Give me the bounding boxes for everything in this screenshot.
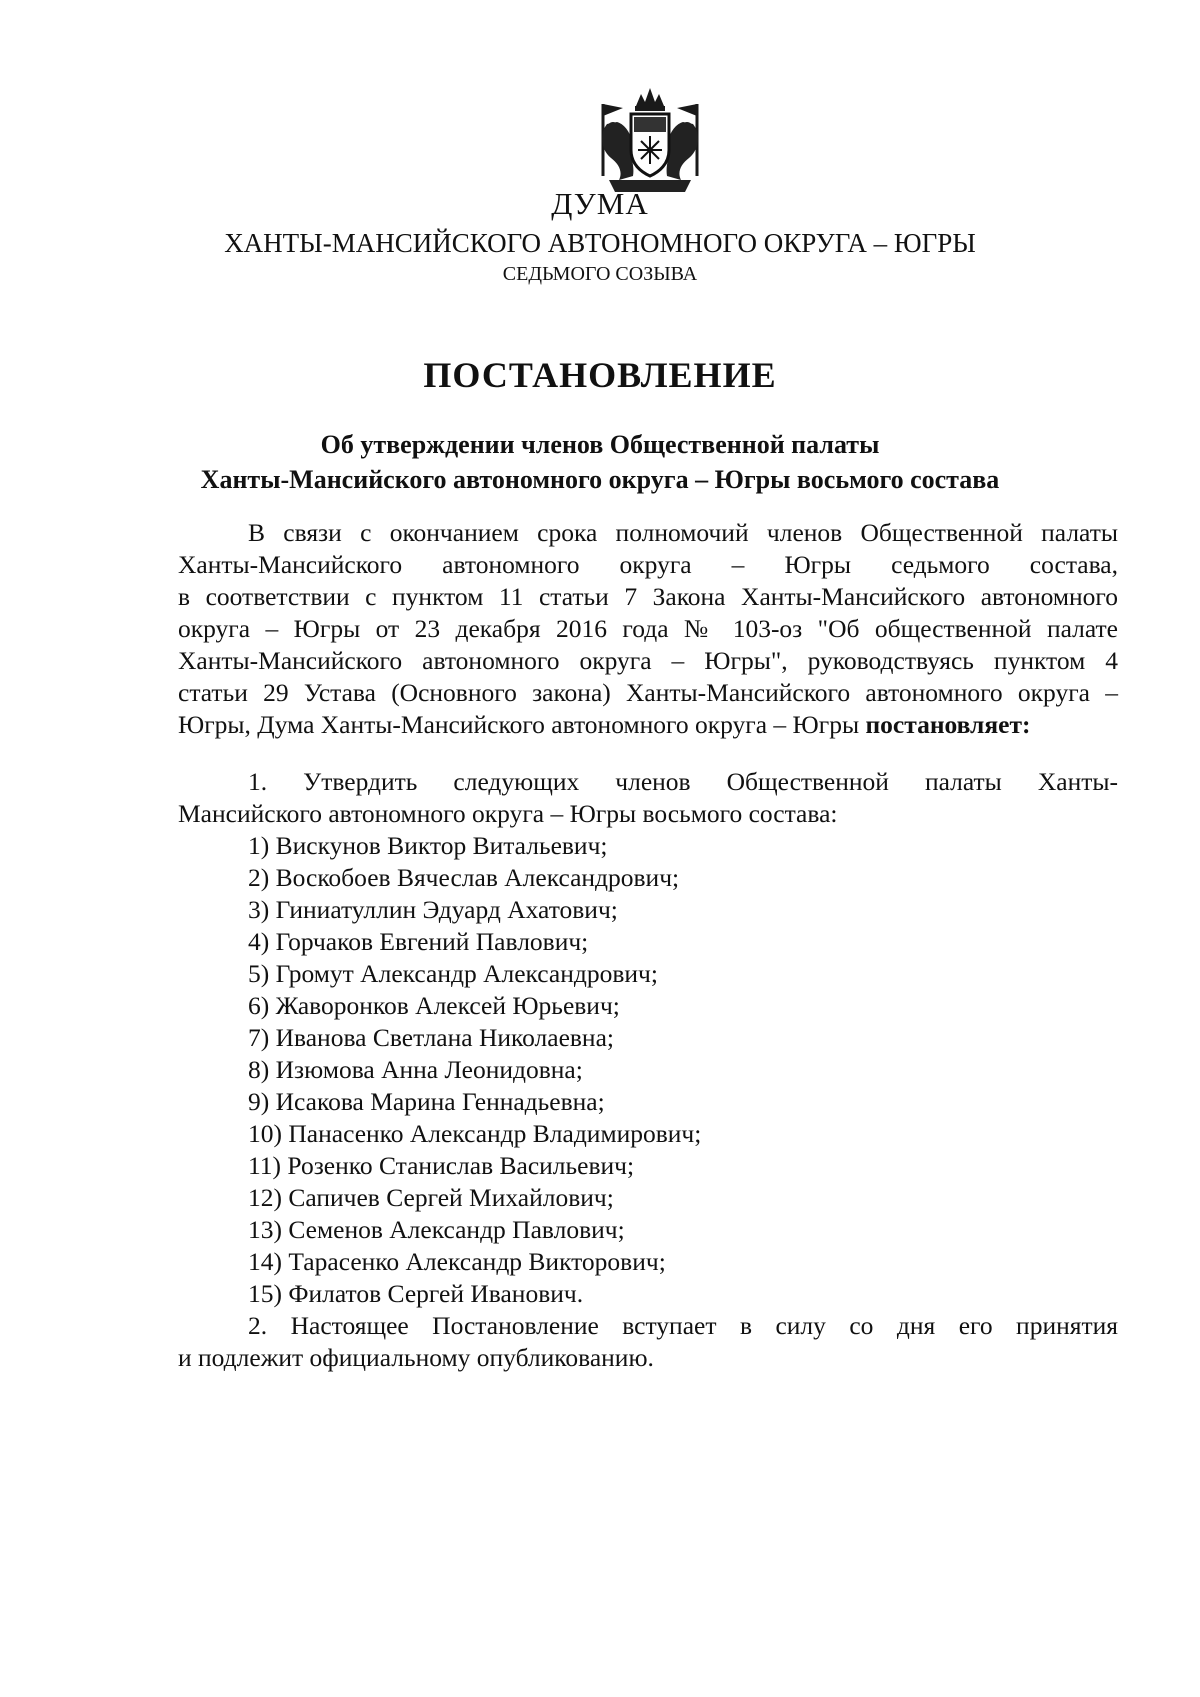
subject-line-1: Об утверждении членов Общественной палаты (320, 430, 880, 459)
preamble-last-text: Югры, Дума Ханты-Мансийского автономного округа – Югры (178, 710, 860, 739)
item2-line-1: 2. Настоящее Постановление вступает в силу со дня его принятия (248, 1311, 1118, 1340)
list-item: 4) Горчаков Евгений Павлович; (248, 927, 589, 956)
preamble-line: статьи 29 Устава (Основного закона) Ханты-Мансийского автономного округа – (178, 678, 1118, 707)
subject-line-2: Ханты-Мансийского автономного округа – Югры восьмого состава (200, 465, 1000, 494)
preamble-line: В связи с окончанием срока полномочий членов Общественной палаты (248, 518, 1118, 547)
list-item: 11) Розенко Станислав Васильевич; (248, 1151, 635, 1180)
item1-line-2: Мансийского автономного округа – Югры восьмого состава: (178, 799, 838, 828)
list-item: 6) Жаворонков Алексей Юрьевич; (248, 991, 620, 1020)
header-convocation: СЕДЬМОГО СОЗЫВА (502, 263, 698, 285)
list-item: 3) Гиниатуллин Эдуард Ахатович; (248, 895, 618, 924)
list-item: 14) Тарасенко Александр Викторович; (248, 1247, 666, 1276)
list-item: 13) Семенов Александр Павлович; (248, 1215, 625, 1244)
header-duma: ДУМА (551, 186, 649, 221)
header-okrug: ХАНТЫ-МАНСИЙСКОГО АВТОНОМНОГО ОКРУГА – ЮГРЫ (224, 228, 976, 258)
list-item: 15) Филатов Сергей Иванович. (248, 1279, 584, 1308)
preamble-last-line (178, 709, 1031, 741)
list-item: 12) Сапичев Сергей Михайлович; (248, 1183, 614, 1212)
list-item: 9) Исакова Марина Геннадьевна; (248, 1087, 605, 1116)
list-item: 7) Иванова Светлана Николаевна; (248, 1023, 614, 1052)
coat-of-arms-icon (589, 84, 711, 196)
item1-line-1: 1. Утвердить следующих членов Общественной палаты Ханты- (248, 767, 1118, 796)
list-item: 10) Панасенко Александр Владимирович; (248, 1119, 702, 1148)
document-type-title: ПОСТАНОВЛЕНИЕ (423, 355, 777, 395)
list-item: 2) Воскобоев Вячеслав Александрович; (248, 863, 680, 892)
preamble-line: Ханты-Мансийского автономного округа – Югры", руководствуясь пунктом 4 (178, 646, 1118, 675)
resolves-word: постановляет: (865, 710, 1031, 739)
item2-line-2: и подлежит официальному опубликованию. (178, 1343, 654, 1372)
list-item: 8) Изюмова Анна Леонидовна; (248, 1055, 583, 1084)
preamble-line: Ханты-Мансийского автономного округа – Югры седьмого состава, (178, 550, 1118, 579)
preamble-line: в соответствии с пунктом 11 статьи 7 Закона Ханты-Мансийского автономного (178, 582, 1118, 611)
preamble-line: округа – Югры от 23 декабря 2016 года № 103-оз "Об общественной палате (178, 614, 1118, 643)
list-item: 1) Вискунов Виктор Витальевич; (248, 831, 608, 860)
list-item: 5) Громут Александр Александрович; (248, 959, 658, 988)
